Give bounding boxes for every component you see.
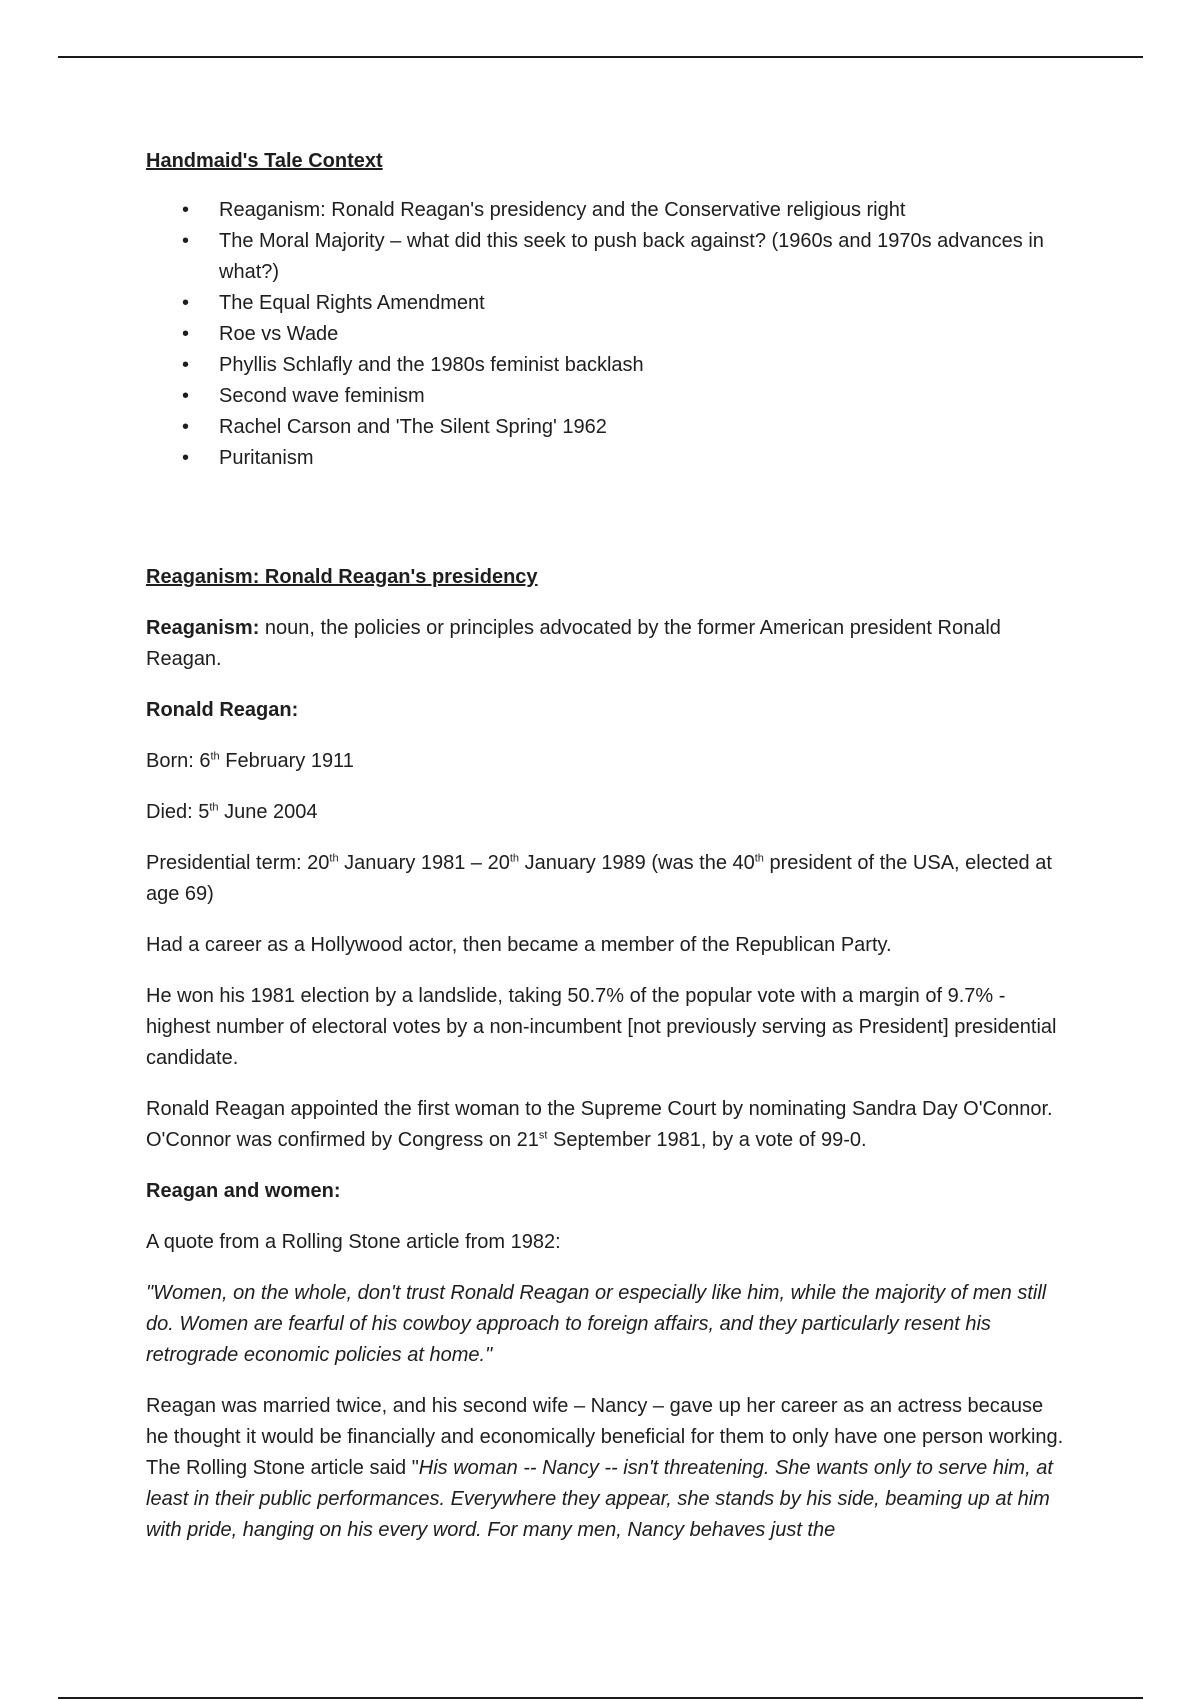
reaganism-definition — [146, 613, 1066, 675]
bullet-icon: • — [182, 199, 190, 221]
bullet-icon: • — [182, 354, 190, 376]
list-item: • Second wave feminism — [146, 381, 1066, 412]
list-item: • Reaganism: Ronald Reagan's presidency and the Conservative religious right — [146, 195, 1066, 226]
rolling-stone-quote: "Women, on the whole, don't trust Ronald Reagan or especially like him, while the majority of men still do. Women are fearful of his cowboy approach to foreign affairs, and they particularly resent his retrograde economic policies at home." — [146, 1282, 1047, 1366]
bullet-icon: • — [182, 230, 190, 252]
definition-term: Reaganism: — [146, 617, 260, 639]
list-item: • The Equal Rights Amendment — [146, 288, 1066, 319]
list-item: • The Moral Majority – what did this seek to push back against? (1960s and 1970s advances in what?) — [146, 226, 1066, 288]
marriage-paragraph: Reagan was married twice, and his second wife – Nancy – gave up her career as an actress because he thought it would be financially and economically beneficial for them to only have one person working. The Rolling Stone article said "His woman -- Nancy -- isn't threatening. She wants only to serve him, at least in their public performances. Everywhere they appear, she stands by his side, beaming up at him with pride, hanging on his every word. For many men, Nancy behaves just the — [146, 1395, 1064, 1541]
quote-intro: A quote from a Rolling Stone article from 1982: — [146, 1231, 561, 1253]
section-heading-reaganism: Reaganism: Ronald Reagan's presidency — [146, 566, 538, 588]
definition-text: noun, the policies or principles advocated by the former American president Ronald Reagan. — [146, 617, 1001, 670]
subheading-reagan-and-women: Reagan and women: — [146, 1180, 341, 1202]
died-line: Died: 5th June 2004 — [146, 801, 318, 823]
supreme-court-paragraph: Ronald Reagan appointed the first woman to the Supreme Court by nominating Sandra Day O'Connor. O'Connor was confirmed by Congress on 21st September 1981, by a vote of 99-0. — [146, 1098, 1053, 1151]
career-paragraph: Had a career as a Hollywood actor, then became a member of the Republican Party. — [146, 934, 892, 956]
bullet-icon: • — [182, 447, 190, 469]
bullet-icon: • — [182, 292, 190, 314]
list-item: • Roe vs Wade — [146, 319, 1066, 350]
bullet-icon: • — [182, 416, 190, 438]
list-item: • Phyllis Schlafly and the 1980s feminist backlash — [146, 350, 1066, 381]
document-body — [146, 146, 1066, 1566]
bullet-icon: • — [182, 323, 190, 345]
presidential-term: Presidential term: 20th January 1981 – 20th January 1989 (was the 40th president of the USA, elected at age 69) — [146, 852, 1052, 905]
header-rule — [58, 56, 1143, 58]
subheading-ronald-reagan: Ronald Reagan: — [146, 699, 299, 721]
election-paragraph: He won his 1981 election by a landslide, taking 50.7% of the popular vote with a margin of 9.7% - highest number of electoral votes by a non-incumbent [not previously serving as President] presidential candidate. — [146, 985, 1057, 1069]
bullet-icon: • — [182, 385, 190, 407]
footer-rule — [58, 1697, 1143, 1699]
list-item: • Puritanism — [146, 443, 1066, 474]
born-line: Born: 6th February 1911 — [146, 750, 354, 772]
context-bullet-list — [146, 195, 1066, 474]
section-heading-context: Handmaid's Tale Context — [146, 150, 383, 172]
list-item: • Rachel Carson and 'The Silent Spring' 1962 — [146, 412, 1066, 443]
